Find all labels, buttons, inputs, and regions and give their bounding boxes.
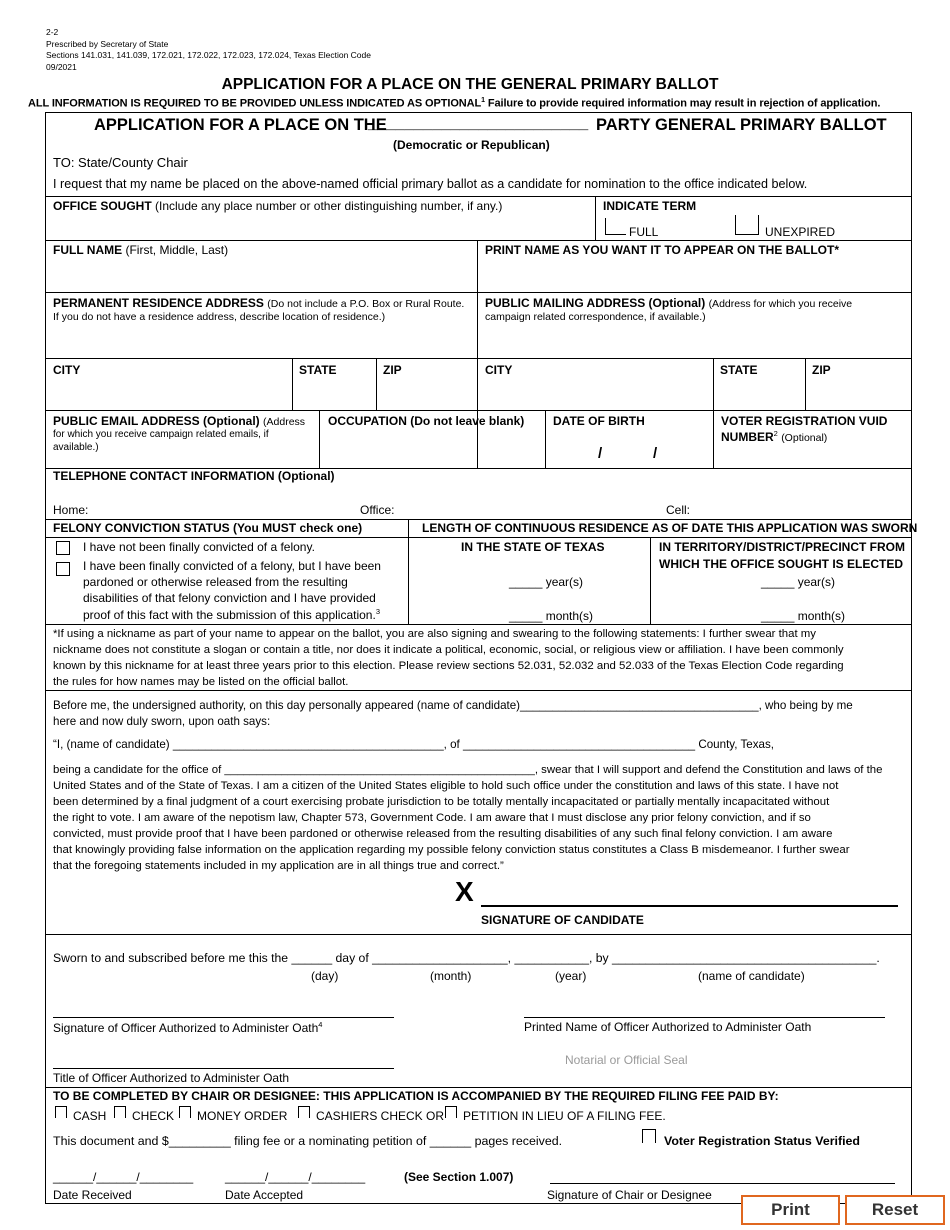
officer-printed-name-line[interactable] [524, 1017, 885, 1018]
indicate-term-label: INDICATE TERM [603, 199, 697, 213]
page-title: APPLICATION FOR A PLACE ON THE GENERAL PRIMARY BALLOT [221, 76, 719, 93]
occupation-label[interactable]: OCCUPATION (Do not leave blank) [328, 414, 525, 428]
date-accepted-label: Date Accepted [225, 1188, 304, 1202]
dob-separator-1: / [598, 445, 603, 462]
unexpired-term-checkbox[interactable] [735, 215, 759, 235]
email-hint: for which you receive campaign related emails, if [53, 429, 269, 440]
residence-length-label: LENGTH OF CONTINUOUS RESIDENCE AS OF DATE THIS APPLICATION WAS SWORN [422, 521, 918, 535]
territory-label-2: WHICH THE OFFICE SOUGHT IS ELECTED [659, 557, 904, 571]
cash-label: CASH [73, 1109, 107, 1123]
chair-signature-label: Signature of Chair or Designee [547, 1188, 712, 1202]
full-term-label: FULL [629, 225, 659, 239]
mailing-address-hint: campaign related correspondence, if available.) [485, 311, 706, 323]
felony-pardoned-line-3: disabilities of that felony conviction and I have provided [83, 591, 376, 605]
sworn-name-label: (name of candidate) [698, 969, 805, 983]
residence-address-label[interactable]: PERMANENT RESIDENCE ADDRESS (Do not include a P.O. Box or Rural Route. [53, 296, 465, 310]
texas-years[interactable]: _____ year(s) [509, 575, 584, 589]
statute-sections: Sections 141.031, 141.039, 172.021, 172.022, 172.023, 172.024, Texas Election Code [46, 50, 371, 60]
dob-separator-2: / [653, 445, 658, 462]
mailing-address-label[interactable]: PUBLIC MAILING ADDRESS (Optional) (Address for which you receive [485, 296, 853, 310]
reset-button[interactable]: Reset [845, 1195, 945, 1225]
check-label: CHECK [132, 1109, 175, 1123]
home-phone-label[interactable]: Home: [53, 503, 89, 517]
mailing-zip-label[interactable]: ZIP [812, 363, 831, 377]
oath-before-line-2: here and now duly sworn, upon oath says: [53, 715, 271, 728]
cashiers-check-checkbox[interactable] [298, 1106, 310, 1118]
office-sought-label[interactable]: OFFICE SOUGHT (Include any place number or other distinguishing number, if any.) [53, 199, 503, 213]
unexpired-term-label: UNEXPIRED [765, 225, 836, 239]
officer-signature-line[interactable] [53, 1017, 394, 1018]
email-label[interactable]: PUBLIC EMAIL ADDRESS (Optional) (Address [53, 414, 306, 428]
party-blank[interactable]: ________________________ [368, 114, 589, 132]
cell-phone-label[interactable]: Cell: [666, 503, 691, 517]
candidate-signature-line[interactable] [481, 905, 898, 907]
heading-right: PARTY GENERAL PRIMARY BALLOT [596, 116, 887, 134]
form-number: 2-2 [46, 27, 59, 37]
territory-years[interactable]: _____ year(s) [761, 575, 836, 589]
cash-checkbox[interactable] [55, 1106, 67, 1118]
felony-none-checkbox[interactable] [56, 541, 70, 555]
money-order-label: MONEY ORDER [197, 1109, 288, 1123]
oath-before-line[interactable]: Before me, the undersigned authority, on this day personally appeared (name of candidate)_____________________________________, who being by me [53, 699, 853, 712]
candidate-signature-label: SIGNATURE OF CANDIDATE [481, 913, 644, 927]
petition-checkbox[interactable] [445, 1106, 457, 1118]
officer-title-label: Title of Officer Authorized to Administer Oath [53, 1071, 290, 1085]
territory-label-1: IN TERRITORY/DISTRICT/PRECINCT FROM [659, 540, 905, 554]
sworn-line[interactable]: Sworn to and subscribed before me this the ______ day of ____________________, ___________, by _______________________________________. [53, 951, 880, 965]
felony-pardoned-checkbox[interactable] [56, 562, 70, 576]
officer-printed-name-label: Printed Name of Officer Authorized to Administer Oath [524, 1020, 812, 1034]
vuid-label-2: NUMBER$^2$ (Optional) [721, 429, 828, 444]
felony-pardoned-line-2: pardoned or otherwise released from the resulting [83, 575, 348, 589]
dob-label[interactable]: DATE OF BIRTH [553, 414, 645, 428]
vuid-label[interactable]: VOTER REGISTRATION VUID [721, 414, 888, 428]
see-section-note: (See Section 1.007) [404, 1170, 514, 1184]
sworn-month-label: (month) [430, 969, 472, 983]
form-meta [46, 27, 371, 73]
request-statement: I request that my name be placed on the above-named official primary ballot as a candidate for nomination to the office indicated below. [53, 177, 808, 191]
chair-heading: TO BE COMPLETED BY CHAIR OR DESIGNEE: THIS APPLICATION IS ACCOMPANIED BY THE REQUIRED FILING FEE PAID BY: [53, 1089, 779, 1103]
zip-label[interactable]: ZIP [383, 363, 402, 377]
notarial-seal-placeholder: Notarial or Official Seal [565, 1053, 688, 1067]
date-received-label: Date Received [53, 1188, 132, 1202]
prescribed-by: Prescribed by Secretary of State [46, 38, 169, 49]
form-date: 09/2021 [46, 61, 77, 72]
ballot-name-label[interactable]: PRINT NAME AS YOU WANT IT TO APPEAR ON THE BALLOT* [485, 243, 840, 257]
signature-x-mark: X [455, 876, 474, 907]
state-label[interactable]: STATE [299, 363, 337, 377]
felony-pardoned-line-1: I have been finally convicted of a felony, but I have been [83, 559, 381, 573]
email-hint-tail: available.) [53, 442, 99, 453]
petition-label: PETITION IN LIEU OF A FILING FEE. [463, 1109, 666, 1123]
felony-none-label: I have not been finally convicted of a felony. [83, 540, 315, 554]
nickname-statement: *If using a nickname as part of your name to appear on the ballot, you are also signing and swearing to the following statements: I further swear that my nickname does not constitute a slogan or contain a title, nor does it indicate a political, economic, social, or religious view or affiliation. I have been commonly known by this nickname for at least three years prior to this election. Please review sections 52.031, 52.032 and 52.033 of the Texas Election Code regarding the rules for how names may be listed on the official ballot. [53, 628, 844, 688]
mailing-city-label[interactable]: CITY [485, 363, 513, 377]
money-order-checkbox[interactable] [179, 1106, 191, 1118]
check-checkbox[interactable] [114, 1106, 126, 1118]
officer-signature-label: Signature of Officer Authorized to Administer Oath$^4$ [53, 1020, 323, 1035]
texas-residence-label: IN THE STATE OF TEXAS [461, 540, 605, 554]
cashiers-check-label: CASHIERS CHECK OR [316, 1109, 445, 1123]
voter-verified-label: Voter Registration Status Verified [664, 1134, 860, 1148]
office-phone-label[interactable]: Office: [360, 503, 395, 517]
voter-verified-checkbox[interactable] [642, 1129, 656, 1143]
full-name-label[interactable]: FULL NAME (First, Middle, Last) [53, 243, 229, 257]
required-notice: ALL INFORMATION IS REQUIRED TO BE PROVIDED UNLESS INDICATED AS OPTIONAL$^1$ Failure to provide required information may result in rejection of application. [28, 97, 881, 110]
party-hint: (Democratic or Republican) [393, 138, 550, 152]
date-received-field[interactable]: ______/______/________ [53, 1170, 194, 1184]
oath-body: being a candidate for the office of _________________________________________________, swear that I will support and defend the Constitution and laws of the United States and of the State of Texas. I am a citizen of the United States eligible to hold such office under the constitution and laws of this state. I have not been determined by a final judgment of a court exercising probate jurisdiction to be totally mentally incapacitated or partially mentally incapacitated without the right to vote. I am aware of the nepotism law, Chapter 573, Government Code. I am aware that I must disclose any prior felony conviction, and if so convicted, must provide proof that I have been pardoned or otherwise released from the resulting disabilities of any such final felony conviction. I am aware that knowingly providing false information on the application regarding my possible felony conviction status constitutes a Class B misdemeanor. I further swear that the foregoing statements included in my application are in all things true and correct.” [53, 764, 883, 872]
territory-months[interactable]: _____ month(s) [761, 609, 846, 623]
felony-pardoned-line-4: proof of this fact with the submission of this application.$^3$ [83, 607, 380, 622]
full-term-checkbox[interactable] [605, 218, 626, 235]
texas-months[interactable]: _____ month(s) [509, 609, 594, 623]
mailing-state-label[interactable]: STATE [720, 363, 758, 377]
city-label[interactable]: CITY [53, 363, 81, 377]
oath-i-line[interactable]: “I, (name of candidate) __________________________________________, of ____________________________________ County, Texas, [53, 738, 774, 751]
heading-left: APPLICATION FOR A PLACE ON THE [94, 116, 387, 134]
document-received-line[interactable]: This document and $_________ filing fee or a nominating petition of ______ pages received. [53, 1134, 563, 1148]
residence-address-hint: If you do not have a residence address, describe location of residence.) [53, 311, 386, 323]
sworn-year-label: (year) [555, 969, 587, 983]
felony-label: FELONY CONVICTION STATUS (You MUST check one) [53, 521, 363, 535]
officer-title-line[interactable] [53, 1068, 394, 1069]
telephone-label: TELEPHONE CONTACT INFORMATION (Optional) [53, 469, 335, 483]
date-accepted-field[interactable]: ______/______/________ [225, 1170, 366, 1184]
sworn-day-label: (day) [311, 969, 339, 983]
print-button[interactable]: Print [741, 1195, 840, 1225]
chair-signature-line[interactable] [550, 1183, 895, 1184]
to-line: TO: State/County Chair [53, 155, 188, 170]
